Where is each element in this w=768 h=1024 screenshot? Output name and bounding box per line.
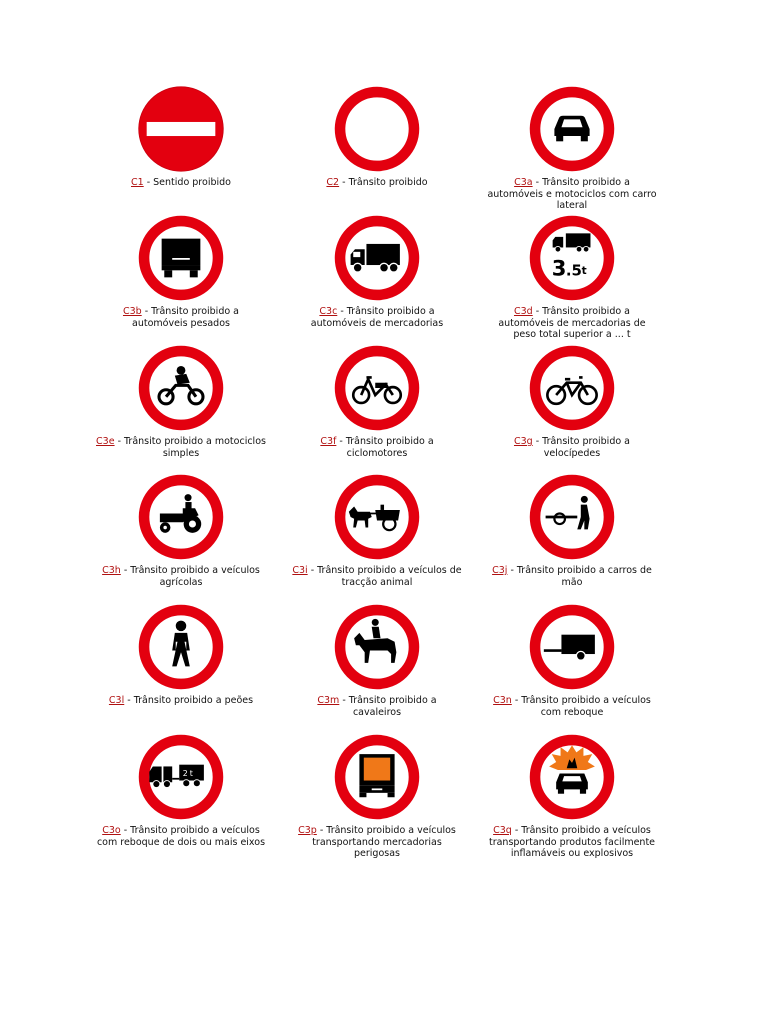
sign-description: Trânsito proibido a automóveis de mercadorias de peso total superior a ... t [498, 306, 646, 340]
sign-code-link[interactable]: C2 [326, 177, 340, 188]
sign-caption: C3m - Trânsito proibido a cavaleiros [317, 695, 437, 718]
sign-caption: C3e - Trânsito proibido a motociclos simples [96, 436, 266, 459]
sign-description: Trânsito proibido a veículos agrícolas [130, 565, 260, 588]
sign-cell-c2 [287, 85, 467, 189]
sign-description: Trânsito proibido a veículos transportando mercadorias perigosas [312, 825, 456, 859]
sign-cell-c3m [287, 603, 467, 718]
tractor-icon [137, 473, 225, 561]
sign-description: Trânsito proibido a automóveis e motociclos com carro lateral [487, 177, 657, 211]
motorcycle-icon [137, 344, 225, 432]
sign-code-link[interactable]: C3g [513, 436, 533, 447]
sign-caption: C3b - Trânsito proibido a automóveis pesados [122, 306, 240, 329]
sign-description: Trânsito proibido a motociclos simples [124, 436, 266, 459]
sign-cell-c3c [287, 214, 467, 329]
sign-code-link[interactable]: C3c [319, 306, 338, 317]
sign-cell-c3j [482, 473, 662, 588]
no-entry-bar-icon [137, 85, 225, 173]
sign-code-link[interactable]: C3f [320, 436, 337, 447]
sign-caption: C3c - Trânsito proibido a automóveis de mercadorias [310, 306, 444, 329]
sign-code-link[interactable]: C3b [122, 306, 142, 317]
weight-truck-icon [528, 214, 616, 302]
sign-cell-c1 [91, 85, 271, 189]
sign-cell-c3n [482, 603, 662, 718]
sign-caption: C3f - Trânsito proibido a ciclomotores [320, 436, 434, 459]
sign-code-link[interactable]: C3l [108, 695, 125, 706]
sign-caption: C3a - Trânsito proibido a automóveis e motociclos com carro lateral [487, 177, 657, 211]
sign-caption: C1 - Sentido proibido [131, 177, 231, 188]
sign-description: Trânsito proibido a automóveis pesados [132, 306, 240, 329]
sign-caption: C3o - Trânsito proibido a veículos com reboque de dois ou mais eixos [96, 825, 266, 848]
sign-cell-c3i [287, 473, 467, 588]
bicycle-icon [528, 344, 616, 432]
weight-value: 3 [551, 255, 567, 281]
sign-cell-c3h [91, 473, 271, 588]
sign-cell-c3g [482, 344, 662, 459]
sign-code-link[interactable]: C3j [492, 565, 508, 576]
sign-description: Trânsito proibido a ciclomotores [345, 436, 434, 459]
car-icon [528, 85, 616, 173]
sign-code-link[interactable]: C3h [102, 565, 121, 576]
sign-cell-c3e [91, 344, 271, 459]
sign-description: Trânsito proibido a automóveis de mercadorias [310, 306, 444, 329]
sign-description: Trânsito proibido a veículos com reboque [521, 695, 651, 718]
sign-cell-c3o [91, 733, 271, 848]
sign-description: Trânsito proibido a velocípedes [542, 436, 631, 459]
sign-caption: C3p - Trânsito proibido a veículos transportando mercadorias perigosas [298, 825, 456, 859]
sign-description: Trânsito proibido a carros de mão [516, 565, 652, 588]
truck-trailer-icon [137, 733, 225, 821]
goods-truck-icon [333, 214, 421, 302]
sign-description: Trânsito proibido a veículos de tracção animal [317, 565, 462, 588]
sign-caption: C3d - Trânsito proibido a automóveis de mercadorias de peso total superior a ... t [498, 306, 646, 340]
sign-caption: C3h - Trânsito proibido a veículos agrícolas [102, 565, 260, 588]
sign-caption: C3n - Trânsito proibido a veículos com reboque [493, 695, 651, 718]
sign-code-link[interactable]: C3p [298, 825, 317, 836]
sign-cell-c3p [287, 733, 467, 860]
sign-code-link[interactable]: C3m [317, 695, 340, 706]
sign-caption: C3g - Trânsito proibido a velocípedes [513, 436, 631, 459]
explosive-goods-icon [528, 733, 616, 821]
sign-caption: C3q - Trânsito proibido a veículos transportando produtos facilmente inflamáveis ou explosivos [488, 825, 656, 859]
sign-code-link[interactable]: C3a [514, 177, 533, 188]
trailer-weight-unit: t [189, 769, 193, 779]
sign-cell-c3l [91, 603, 271, 707]
sign-code-link[interactable]: C3e [96, 436, 115, 447]
weight-unit: t [581, 264, 587, 277]
sign-code-link[interactable]: C1 [131, 177, 144, 188]
sign-description: Sentido proibido [153, 177, 231, 188]
sign-code-link[interactable]: C3n [493, 695, 512, 706]
sign-cell-c3b [91, 214, 271, 329]
handcart-icon [528, 473, 616, 561]
trailer-icon [528, 603, 616, 691]
empty-circle-icon [333, 85, 421, 173]
sign-code-link[interactable]: C3o [102, 825, 121, 836]
sign-description: Trânsito proibido a veículos transportando produtos facilmente inflamáveis ou explosivos [488, 825, 656, 859]
trailer-weight-value: 2 [182, 769, 188, 779]
sign-description: Trânsito proibido a veículos com reboque de dois ou mais eixos [96, 825, 266, 848]
sign-cell-c3d [482, 214, 662, 341]
sign-caption: C3i - Trânsito proibido a veículos de tracção animal [292, 565, 462, 588]
pedestrian-icon [137, 603, 225, 691]
sign-caption: C3j - Trânsito proibido a carros de mão [492, 565, 652, 588]
sign-cell-c3a [482, 85, 662, 212]
sign-caption: C2 - Trânsito proibido [326, 177, 428, 188]
sign-code-link[interactable]: C3i [292, 565, 308, 576]
horse-cart-icon [333, 473, 421, 561]
moped-icon [333, 344, 421, 432]
sign-code-link[interactable]: C3d [513, 306, 533, 317]
weight-decimal: .5 [565, 261, 582, 280]
heavy-truck-front-icon [137, 214, 225, 302]
sign-description: Trânsito proibido a peões [133, 695, 254, 706]
sign-description: Trânsito proibido [348, 177, 428, 188]
dangerous-goods-icon [333, 733, 421, 821]
sign-description: Trânsito proibido a cavaleiros [348, 695, 437, 718]
sign-cell-c3q [482, 733, 662, 860]
sign-caption: C3l - Trânsito proibido a peões [108, 695, 254, 706]
horse-rider-icon [333, 603, 421, 691]
sign-code-link[interactable]: C3q [493, 825, 512, 836]
sign-cell-c3f [287, 344, 467, 459]
